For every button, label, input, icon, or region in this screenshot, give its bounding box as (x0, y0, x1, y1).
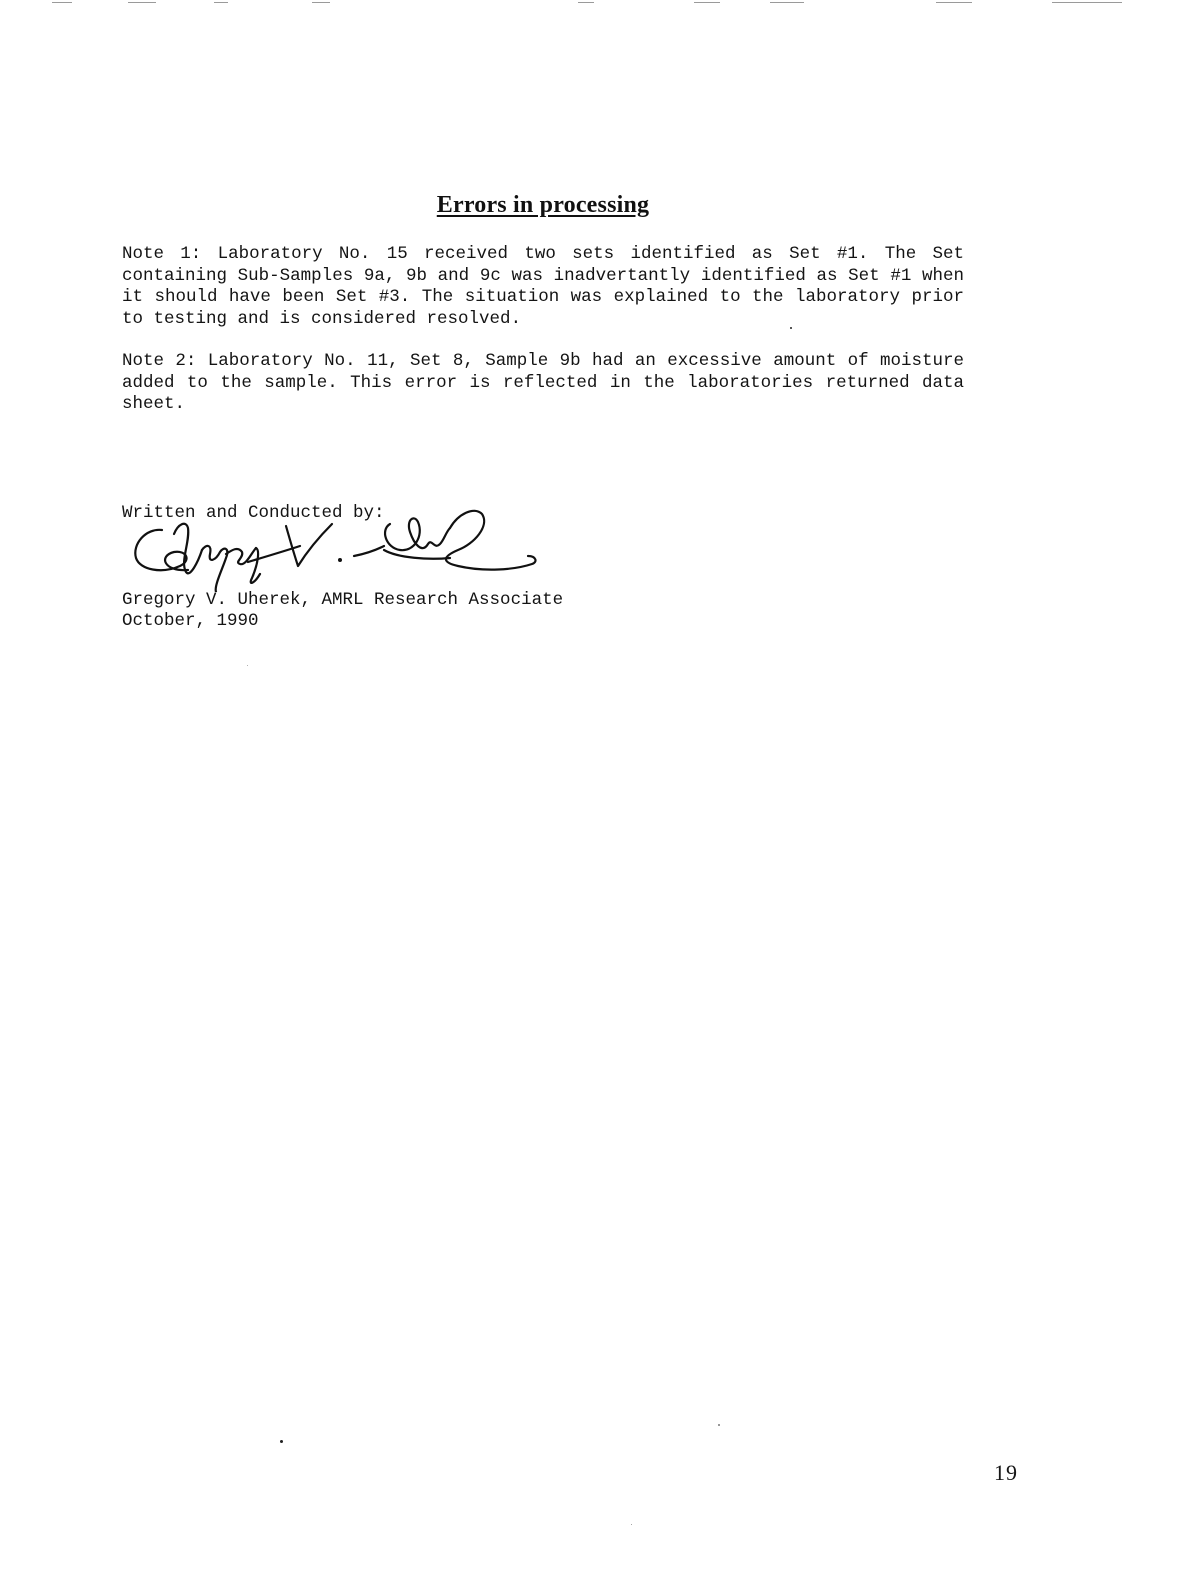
date-line: October, 1990 (122, 611, 259, 631)
note-2-paragraph: Note 2: Laboratory No. 11, Set 8, Sample 9b had an excessive amount of moisture added to the sample. This error is reflected in the laboratories returned data sheet. (122, 351, 964, 414)
scan-edge-artifacts (0, 0, 1196, 8)
scan-speck (247, 665, 248, 666)
scan-speck (280, 1440, 283, 1443)
written-by-label: Written and Conducted by: (122, 503, 385, 523)
scan-speck (790, 327, 792, 329)
page-number: 19 (994, 1460, 1018, 1485)
page-heading: Errors in processing (436, 192, 650, 218)
scan-speck (631, 1524, 632, 1525)
note-1-paragraph: Note 1: Laboratory No. 15 received two sets identified as Set #1. The Set containing Sub-Samples 9a, 9b and 9c was inadvertantly identified as Set #1 when it should have been Set #3. The situation was explained to the laboratory prior to testing and is considered resolved. (122, 244, 964, 329)
scan-speck (718, 1424, 720, 1426)
author-line: Gregory V. Uherek, AMRL Research Associate (122, 590, 564, 610)
handwritten-signature (128, 500, 538, 592)
